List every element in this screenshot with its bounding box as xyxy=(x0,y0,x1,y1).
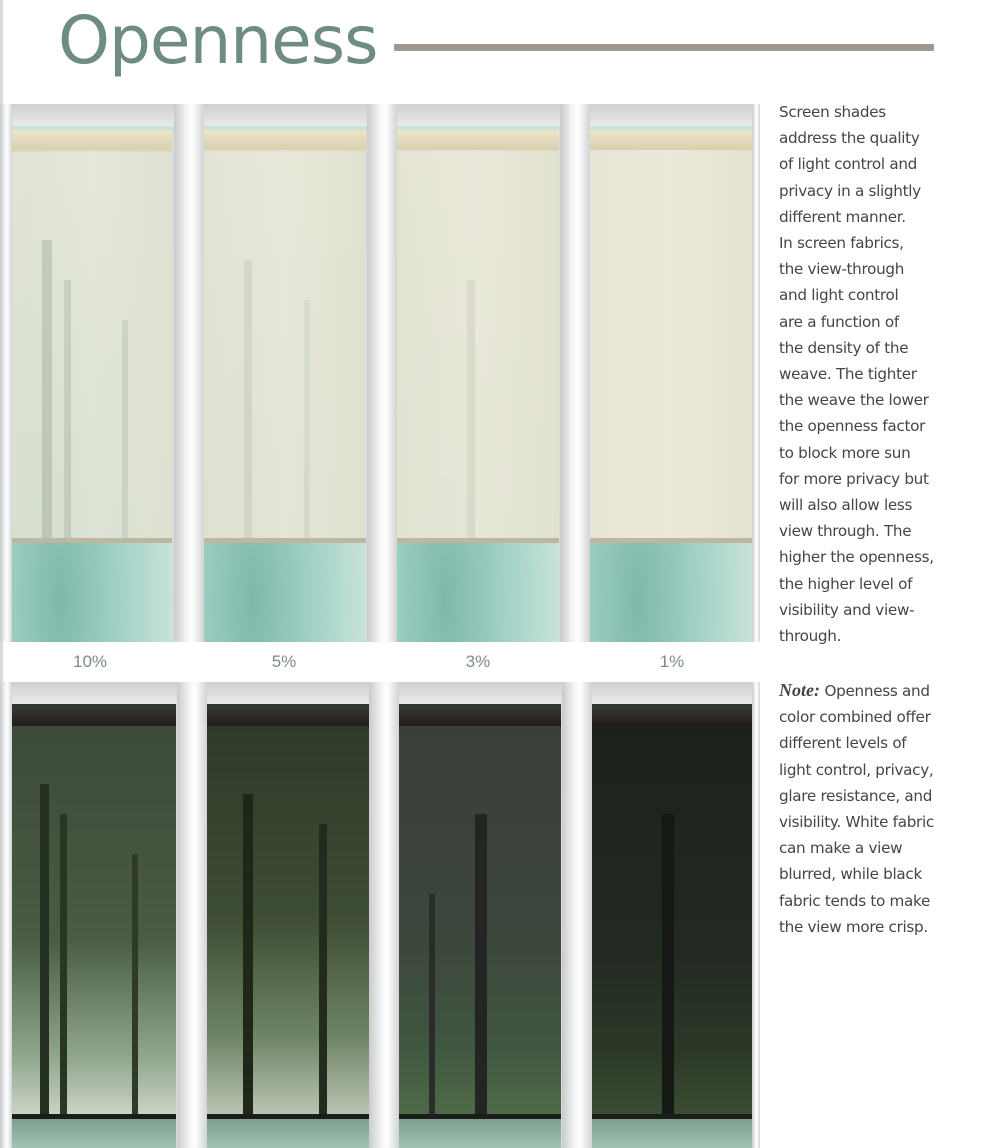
light-shade-fabric-1 xyxy=(590,150,752,540)
text-line: through. xyxy=(779,627,842,646)
shade-pane-10-dark xyxy=(12,704,176,1148)
shade-hem-bar xyxy=(397,538,559,543)
text-line: different levels of xyxy=(779,734,907,753)
dark-shade-fabric-10 xyxy=(12,726,176,1114)
window-frame-left xyxy=(0,682,12,1148)
shade-cassette xyxy=(204,130,366,152)
note-first-line xyxy=(779,677,989,704)
shade-cassette xyxy=(207,706,369,728)
text-line: will also allow less xyxy=(779,496,913,515)
text-line: the density of the xyxy=(779,338,909,357)
dark-shade-fabric-5 xyxy=(207,726,369,1114)
text-line: blurred, while black xyxy=(779,865,922,884)
shade-cassette xyxy=(592,706,752,728)
text-line: of light control and xyxy=(779,155,917,174)
dark-shades-window xyxy=(0,682,760,1148)
shade-hem-bar xyxy=(590,538,752,543)
window-mullion xyxy=(177,682,207,1148)
text-line: higher the openness, xyxy=(779,548,934,567)
shade-hem-bar xyxy=(12,538,172,543)
shade-pane-10 xyxy=(12,126,172,642)
shade-hem-bar xyxy=(207,1114,369,1119)
text-line: privacy in a slightly xyxy=(779,181,921,200)
text-line: to block more sun xyxy=(779,443,911,462)
shade-cassette xyxy=(12,706,176,728)
note-first-line-text: Openness and xyxy=(819,682,930,700)
light-shades-window xyxy=(0,104,760,642)
text-line: and light control xyxy=(779,286,899,305)
shade-pane-3-dark xyxy=(399,704,561,1148)
shade-pane-5-dark xyxy=(207,704,369,1148)
dark-shade-fabric-3 xyxy=(399,726,561,1114)
window-frame-left xyxy=(0,104,12,642)
openness-label-10: 10% xyxy=(72,652,108,671)
text-line: the higher level of xyxy=(779,574,913,593)
shade-pane-5 xyxy=(204,126,366,642)
text-line: for more privacy but xyxy=(779,469,929,488)
text-line: light control, privacy, xyxy=(779,760,934,779)
text-line: different manner. xyxy=(779,207,906,226)
shade-hem-bar xyxy=(592,1114,752,1119)
text-line: color combined offer xyxy=(779,708,931,727)
page-title: Openness xyxy=(58,2,378,79)
window-frame-right xyxy=(752,682,760,1148)
text-line: the openness factor xyxy=(779,417,926,436)
shade-pane-1-dark xyxy=(592,704,752,1148)
note-label: Note: xyxy=(779,680,820,700)
window-frame-right xyxy=(752,104,760,642)
window-mullion xyxy=(560,104,590,642)
text-line: visibility. White fabric xyxy=(779,813,934,832)
text-line: weave. The tighter xyxy=(779,365,917,384)
shade-cassette xyxy=(590,130,752,152)
openness-label-5: 5% xyxy=(271,652,297,671)
dark-shade-fabric-1 xyxy=(592,726,752,1114)
shade-hem-bar xyxy=(204,538,366,543)
text-line: can make a view xyxy=(779,839,903,858)
light-shade-fabric-3 xyxy=(397,150,559,540)
text-line: fabric tends to make xyxy=(779,891,931,910)
openness-label-1: 1% xyxy=(659,652,685,671)
text-line: visibility and view- xyxy=(779,600,915,619)
text-line: In screen fabrics, xyxy=(779,234,904,253)
window-mullion xyxy=(367,104,397,642)
shade-pane-1 xyxy=(590,126,752,642)
window-mullion xyxy=(562,682,592,1148)
text-line: the view more crisp. xyxy=(779,917,928,936)
shade-pane-3 xyxy=(397,126,559,642)
shade-cassette xyxy=(397,130,559,152)
note-paragraph xyxy=(779,677,989,940)
shade-hem-bar xyxy=(12,1114,176,1119)
shade-hem-bar xyxy=(399,1114,561,1119)
text-line: the weave the lower xyxy=(779,391,929,410)
light-shade-fabric-10 xyxy=(12,150,172,540)
text-line: view through. The xyxy=(779,522,912,541)
text-line: address the quality xyxy=(779,129,920,148)
text-line: are a function of xyxy=(779,312,899,331)
shade-cassette xyxy=(12,130,172,152)
light-shade-fabric-5 xyxy=(204,150,366,540)
text-line: the view-through xyxy=(779,260,905,279)
window-mullion xyxy=(369,682,399,1148)
text-line: glare resistance, and xyxy=(779,786,933,805)
window-mullion xyxy=(174,104,204,642)
text-line: Screen shades xyxy=(779,103,886,121)
title-rule xyxy=(394,44,934,51)
description-paragraph xyxy=(779,99,989,649)
openness-label-3: 3% xyxy=(465,652,491,671)
shade-cassette xyxy=(399,706,561,728)
